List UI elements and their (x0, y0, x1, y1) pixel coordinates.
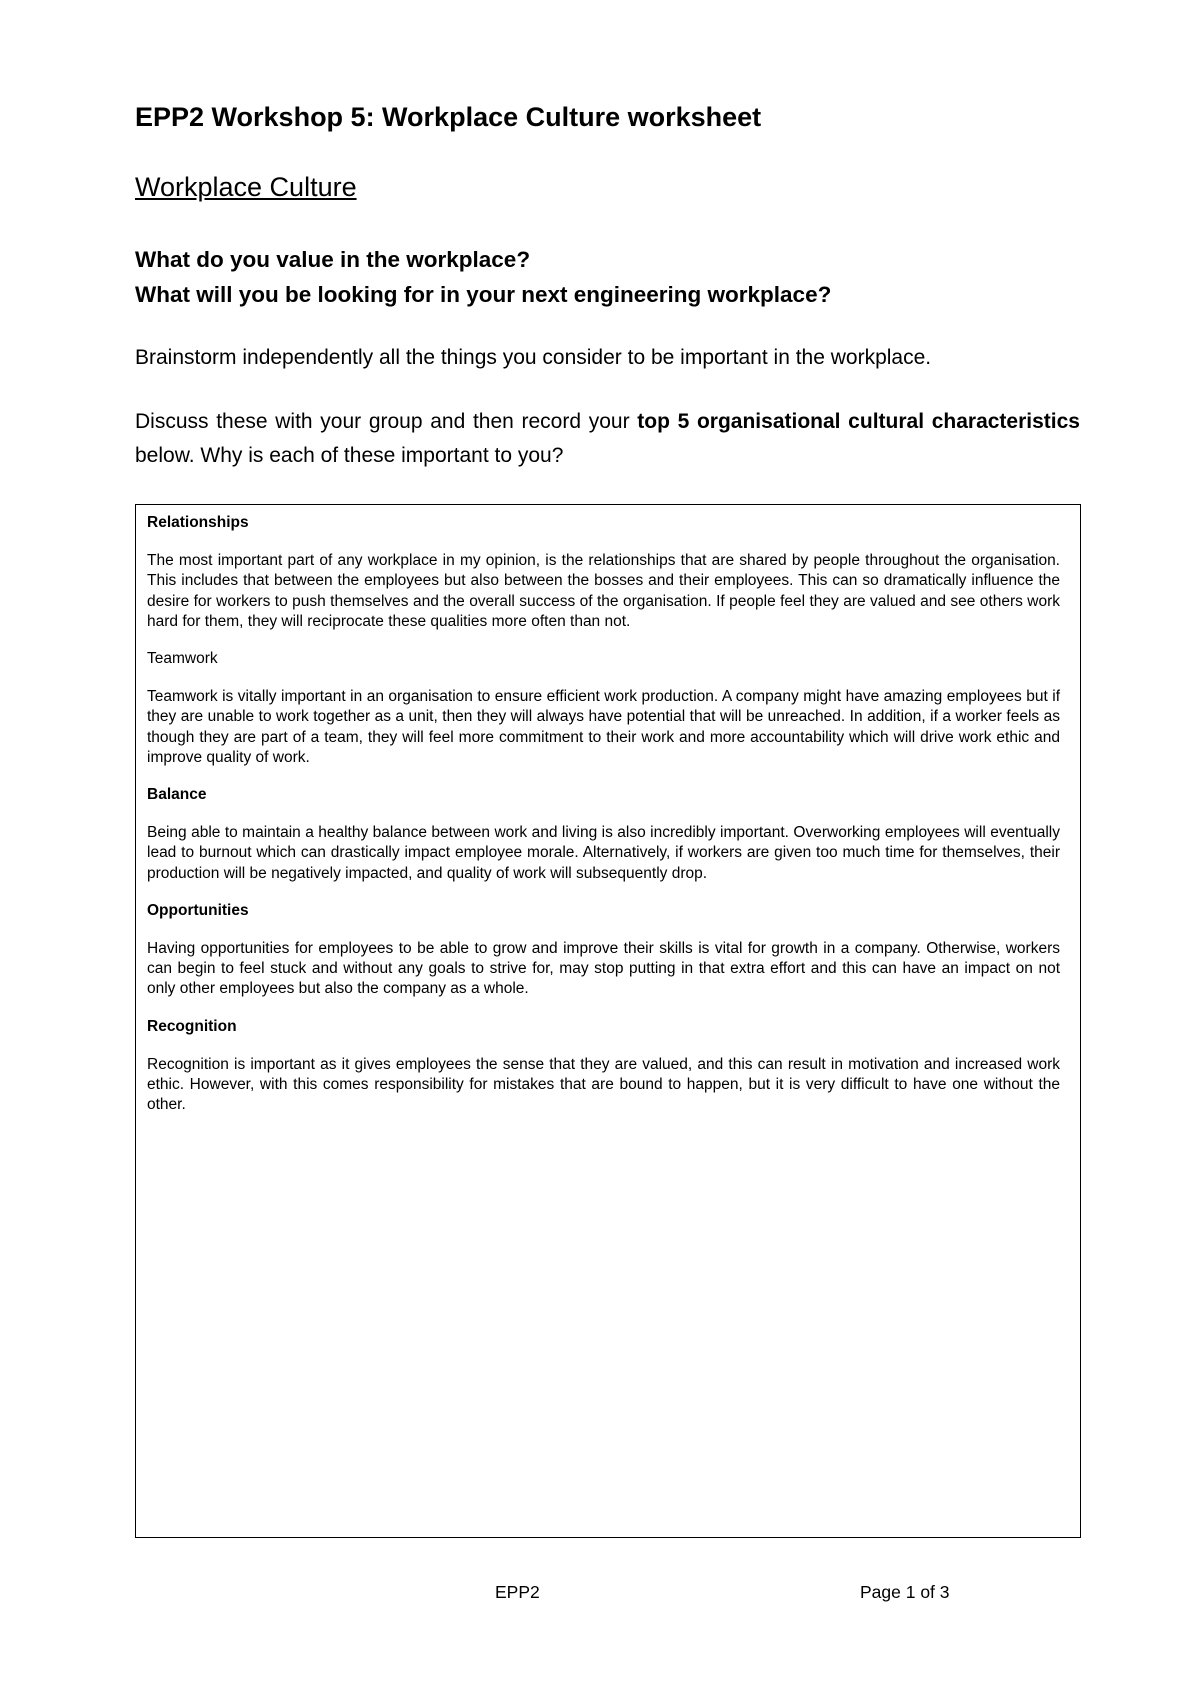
section-title: Workplace Culture (135, 172, 357, 202)
answer-section-opportunities (147, 901, 1060, 1000)
document-title: EPP2 Workshop 5: Workplace Culture worksheet (135, 102, 762, 132)
question-value: What do you value in the workplace? (135, 247, 531, 272)
answer-section-relationships (147, 513, 1060, 632)
answer-body: Being able to maintain a healthy balance between work and living is also incredibly important. Overworking employees will eventually lead to burnout which can drastically impact employee morale. Alternatively, if workers are given too much time for themselves, their production will be negatively impacted, and quality of work will subsequently drop. (147, 824, 1060, 882)
page-number: Page 1 of 3 (860, 1582, 950, 1602)
answer-heading: Recognition (147, 1017, 237, 1035)
brainstorm-instruction: Brainstorm independently all the things you consider to be important in the workplace. (135, 346, 932, 369)
answer-body: Teamwork is vitally important in an organisation to ensure efficient work production. A company might have amazing employees but if they are unable to work together as a unit, then they will always have potential that will be unreached. In addition, if a worker feels as though they are part of a team, they will feel more commitment to their work and more accountability which will drive work ethic and improve quality of work. (147, 688, 1060, 766)
answer-heading: Opportunities (147, 901, 249, 919)
answer-section-balance (147, 785, 1060, 884)
answer-box (135, 504, 1081, 1538)
answer-heading: Teamwork (147, 650, 218, 668)
answer-section-teamwork (147, 649, 1060, 768)
discuss-text-end: below. Why is each of these important to you? (135, 444, 564, 467)
question-looking-for: What will you be looking for in your next engineering workplace? (135, 282, 832, 307)
answer-body: Having opportunities for employees to be able to grow and improve their skills is vital for growth in a company. Otherwise, workers can begin to feel stuck and without any goals to strive for, may stop putting in that extra effort and this can have an impact on not only other employees but also the company as a whole. (147, 940, 1060, 998)
footer-label: EPP2 (495, 1582, 540, 1602)
discuss-instruction (135, 405, 1080, 473)
answer-body: Recognition is important as it gives employees the sense that they are valued, and this can result in motivation and increased work ethic. However, with this comes responsibility for mistakes that are bound to happen, but it is very difficult to have one without the other. (147, 1055, 1060, 1114)
answer-heading: Relationships (147, 514, 249, 531)
answer-section-recognition (147, 1017, 1060, 1116)
discuss-text-start: Discuss these with your group and then record your (135, 410, 638, 433)
discuss-text-bold: top 5 organisational cultural characteristics (637, 410, 1080, 433)
answer-body: The most important part of any workplace in my opinion, is the relationships that are shared by people throughout the organisation. This includes that between the employees but also between the bosses and their employees. This can so dramatically influence the desire for workers to push themselves and the overall success of the organisation. If people feel they are valued and see others work hard for them, they will reciprocate these qualities more often than not. (147, 552, 1060, 630)
answer-heading: Balance (147, 786, 207, 804)
